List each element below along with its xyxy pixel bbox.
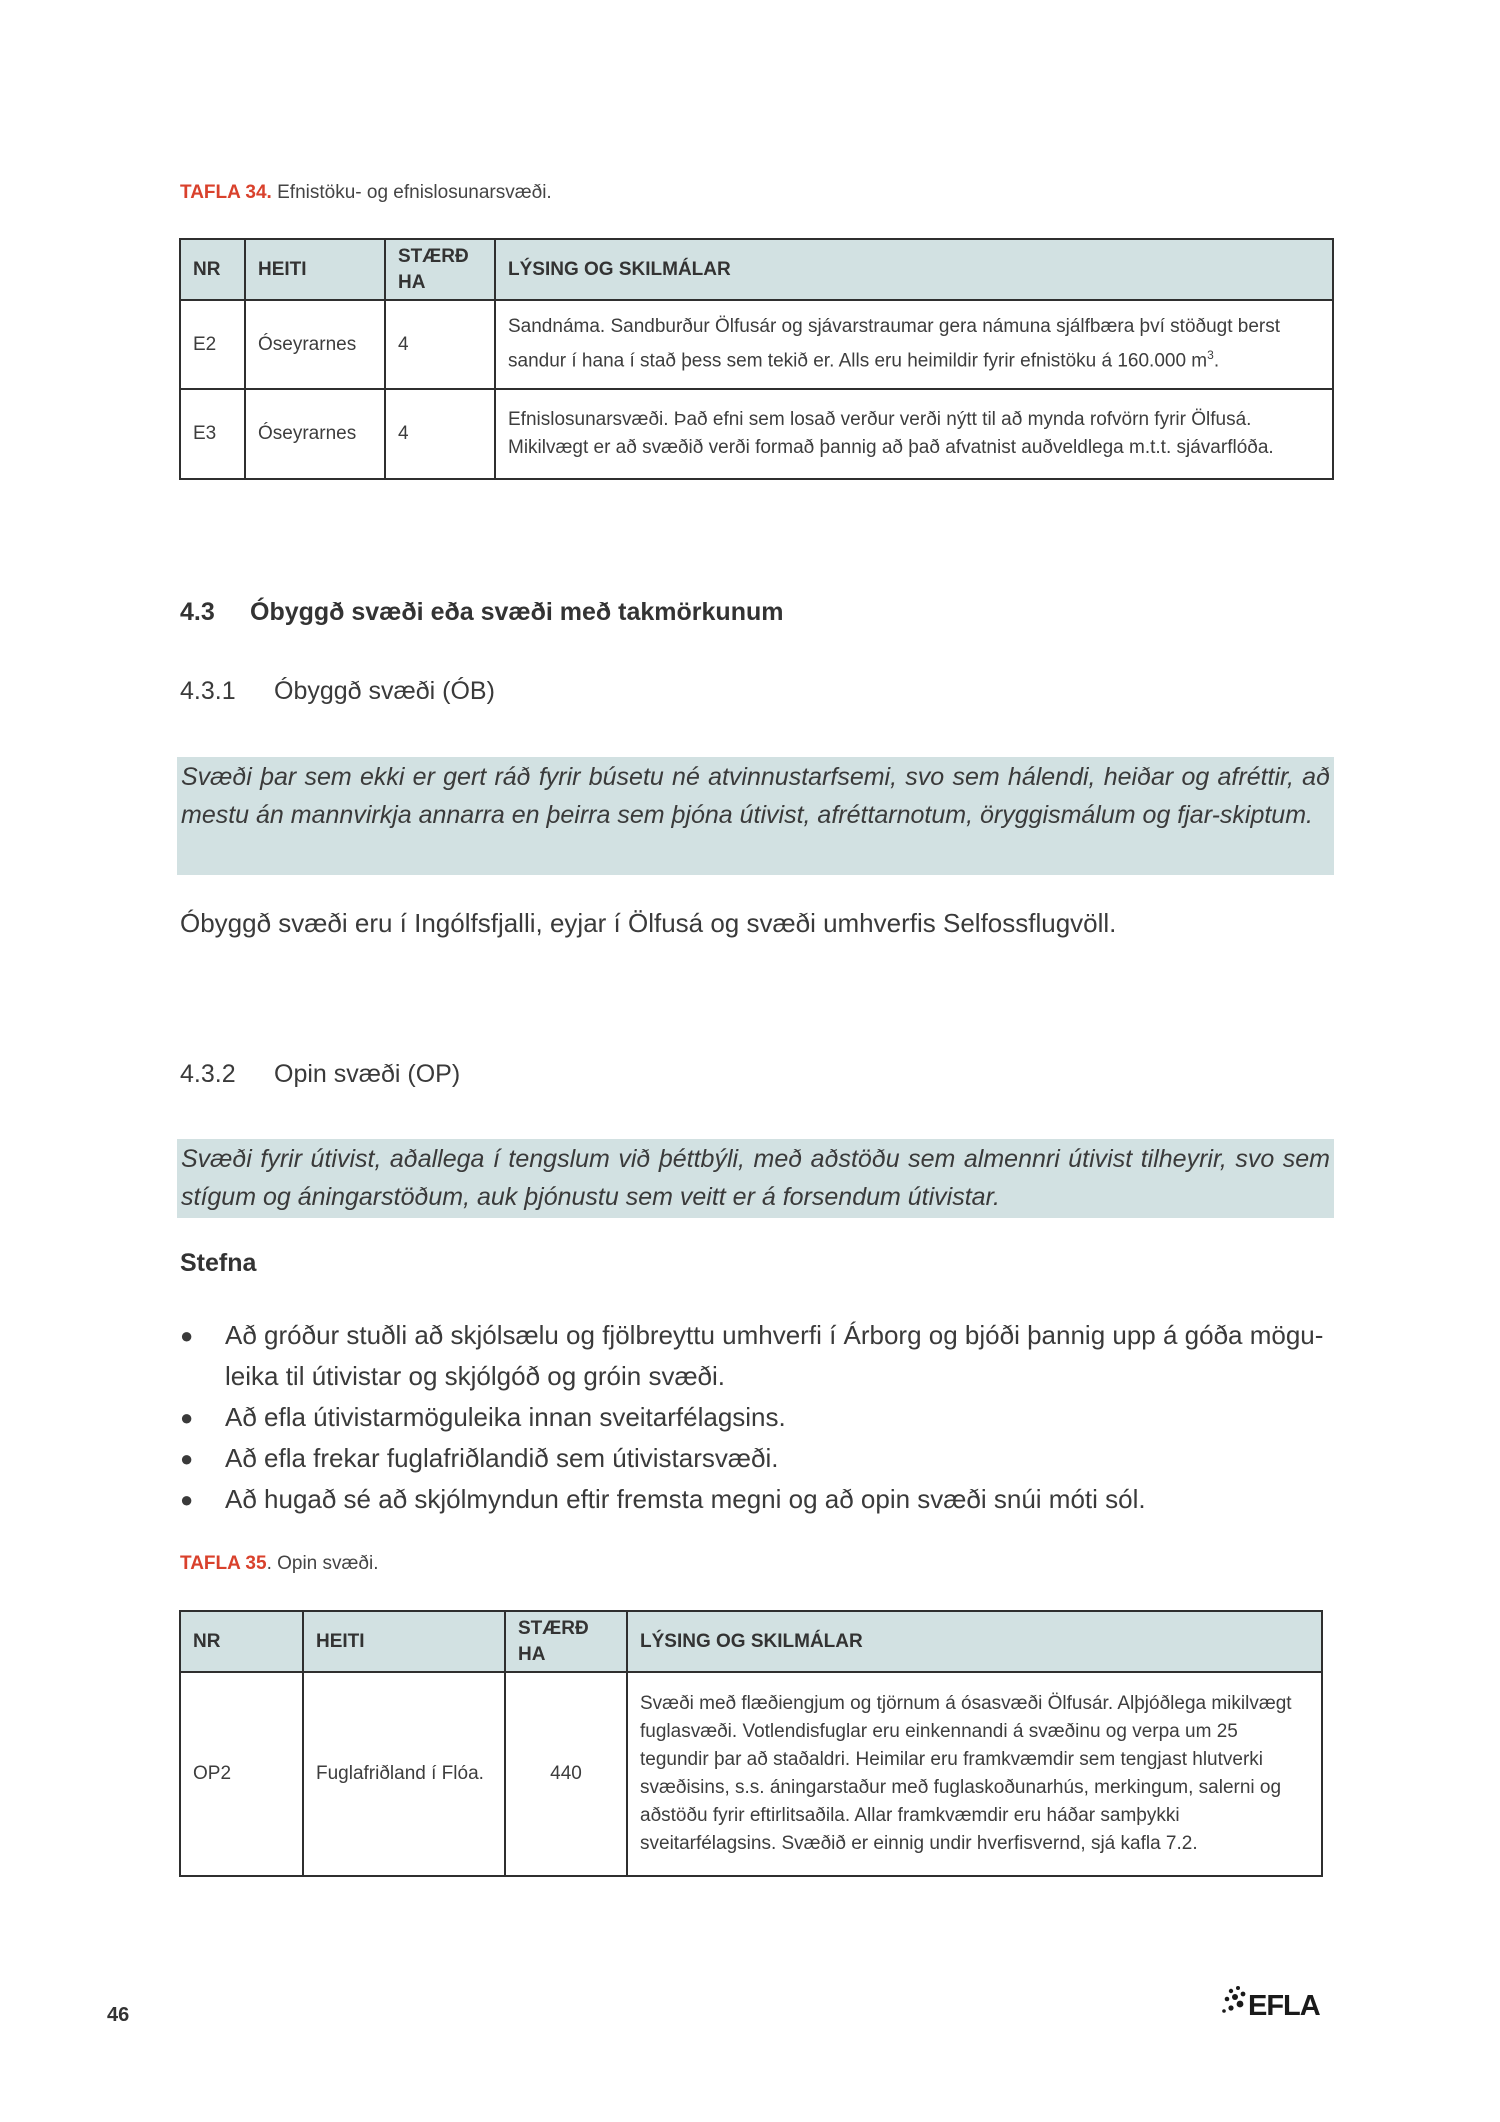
cell-lysing-end: . xyxy=(1213,350,1220,372)
cell-nr: E2 xyxy=(180,300,245,389)
stefna-heading: Stefna xyxy=(180,1249,257,1277)
table-34-caption-text: Efnistöku- og efnislosunarsvæði. xyxy=(271,182,552,203)
section-title: Óbyggð svæði eða svæði með takmörkunum xyxy=(250,598,784,626)
table-35 xyxy=(179,1610,1323,1877)
body-text-ob: Óbyggð svæði eru í Ingólfsfjalli, eyjar í Ölfusá og svæði umhverfis Selfossflugvöll. xyxy=(180,908,1117,938)
col-header-staerd: STÆRÐ HA xyxy=(505,1611,627,1672)
cell-heiti: Fuglafriðland í Flóa. xyxy=(303,1672,505,1876)
table-row xyxy=(180,300,1333,389)
cell-staerd: 440 xyxy=(505,1672,627,1876)
cell-heiti: Óseyrarnes xyxy=(245,389,385,479)
section-heading-4-3 xyxy=(180,598,783,627)
col-header-nr: NR xyxy=(180,1611,303,1672)
table-35-label: TAFLA 35 xyxy=(180,1553,267,1574)
table-row xyxy=(180,1672,1322,1876)
bullet-icon: ● xyxy=(180,1487,194,1512)
col-header-staerd: STÆRÐ HA xyxy=(385,239,495,300)
logo-dots-icon xyxy=(1222,1986,1245,2013)
cell-lysing: Efnislosunarsvæði. Það efni sem losað verður verði nýtt til að mynda rofvörn fyrir Ölfusá. Mikilvægt er að svæðið verði formað þannig að það afvatnist auðveldlega m.t.t. sjávarflóða. xyxy=(495,389,1333,479)
col-header-heiti: HEITI xyxy=(303,1611,505,1672)
logo-text: EFLA xyxy=(1248,1990,1320,2019)
table-header-row xyxy=(180,1611,1322,1672)
table-34-label: TAFLA 34. xyxy=(180,182,272,203)
subsection-title: Opin svæði (OP) xyxy=(274,1060,461,1088)
list-item xyxy=(180,1397,1330,1438)
bullet-icon: ● xyxy=(180,1405,194,1430)
col-header-lysing: LÝSING OG SKILMÁLAR xyxy=(495,239,1333,300)
subsection-title: Óbyggð svæði (ÓB) xyxy=(274,677,495,705)
col-header-nr: NR xyxy=(180,239,245,300)
definition-box-op: Svæði fyrir útivist, aðallega í tengslum við þéttbýli, með aðstöðu sem almennri útivist tilheyrir, svo sem stígum og áningarstöðum, auk þjónustu sem veitt er á forsendum útivistar. xyxy=(177,1139,1334,1218)
stefna-list xyxy=(180,1315,1330,1520)
superscript: 3 xyxy=(1207,348,1214,363)
list-item xyxy=(180,1438,1330,1479)
page-number: 46 xyxy=(107,2004,130,2026)
table-35-caption-text: . Opin svæði. xyxy=(266,1553,379,1574)
cell-staerd: 4 xyxy=(385,389,495,479)
table-34 xyxy=(179,238,1334,480)
col-header-lysing: LÝSING OG SKILMÁLAR xyxy=(627,1611,1322,1672)
subsection-number: 4.3.1 xyxy=(180,677,236,705)
cell-lysing xyxy=(495,300,1333,389)
cell-lysing: Svæði með flæðiengjum og tjörnum á ósasvæði Ölfusár. Alþjóðlega mikilvægt fuglasvæði. Votlendisfuglar eru einkennandi á svæðinu og verpa um 25 tegundir þar að staðaldri. Heimilar eru framkvæmdir sem tengjast hlutverki svæðisins, s.s. áningarstaður með fuglaskoðunarhús, merkingum, salerni og aðstöðu fyrir eftirlitsaðila. Allar framkvæmdir eru háðar samþykki sveitarfélagsins. Svæðið er einnig undir hverfisvernd, sjá kafla 7.2. xyxy=(627,1672,1322,1876)
subsection-number: 4.3.2 xyxy=(180,1060,236,1088)
list-item-text: Að efla frekar fuglafriðlandið sem útivistarsvæði. xyxy=(225,1443,779,1473)
cell-staerd: 4 xyxy=(385,300,495,389)
table-header-row xyxy=(180,239,1333,300)
col-header-heiti: HEITI xyxy=(245,239,385,300)
cell-lysing-text: Sandnáma. Sandburður Ölfusár og sjávarstraumar gera námuna sjálfbæra því stöðugt berst sandur í hana í stað þess sem tekið er. Alls eru heimildir fyrir efnistöku á 160.000 m xyxy=(508,316,1281,372)
efla-logo xyxy=(1222,1983,1334,2019)
list-item-text: Að hugað sé að skjólmyndun eftir fremsta megni og að opin svæði snúi móti sól. xyxy=(225,1484,1146,1514)
bullet-icon: ● xyxy=(180,1446,194,1471)
list-item xyxy=(180,1315,1330,1397)
cell-nr: E3 xyxy=(180,389,245,479)
subsection-heading-4-3-2 xyxy=(180,1060,460,1089)
section-number: 4.3 xyxy=(180,598,215,626)
cell-heiti: Óseyrarnes xyxy=(245,300,385,389)
table-row xyxy=(180,389,1333,479)
list-item-text: Að gróður stuðli að skjólsælu og fjölbreyttu umhverfi í Árborg og bjóði þannig upp á góða mögu-leika til útivistar og skjólgóð og gróin svæði. xyxy=(225,1320,1324,1391)
definition-box-ob: Svæði þar sem ekki er gert ráð fyrir búsetu né atvinnustarfsemi, svo sem hálendi, heiðar og afréttir, að mestu án mannvirkja annarra en þeirra sem þjóna útivist, afréttarnotum, öryggismálum og fjar-skiptum. xyxy=(177,757,1334,875)
table-34-caption xyxy=(180,182,552,204)
bullet-icon: ● xyxy=(180,1323,194,1348)
list-item-text: Að efla útivistarmöguleika innan sveitarfélagsins. xyxy=(225,1402,786,1432)
cell-nr: OP2 xyxy=(180,1672,303,1876)
subsection-heading-4-3-1 xyxy=(180,677,495,706)
list-item xyxy=(180,1479,1330,1520)
table-35-caption xyxy=(180,1553,379,1575)
